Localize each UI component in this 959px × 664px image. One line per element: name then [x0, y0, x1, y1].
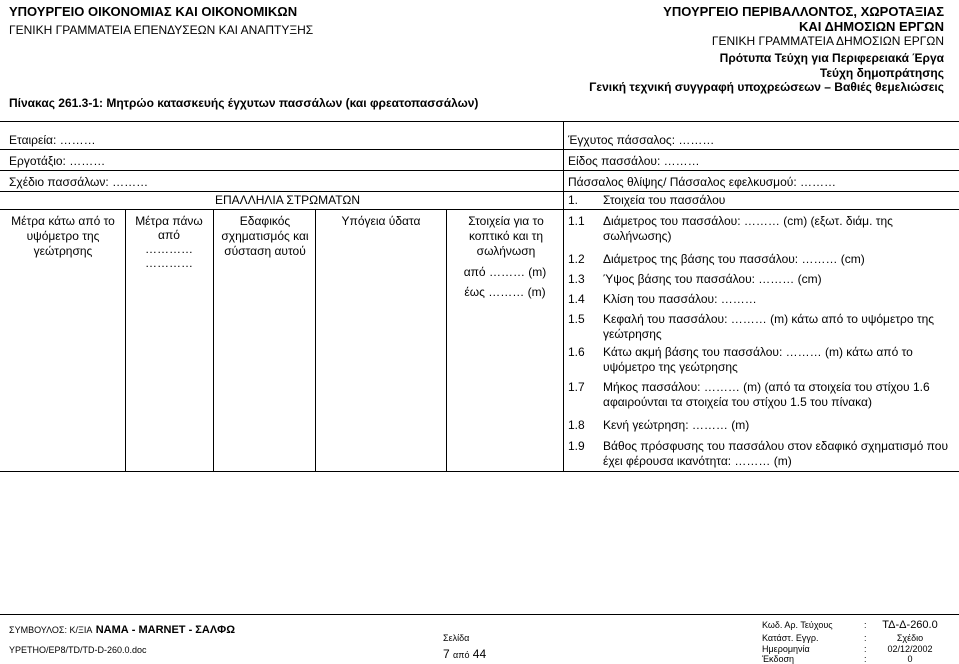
- col-depth-above-title: Μέτρα πάνω από: [135, 214, 203, 242]
- pile-data-header: Στοιχεία του πασσάλου: [603, 193, 726, 207]
- rule-info-1: [0, 149, 959, 150]
- footer-doc-file: ΥΡΕΤΗΟ/ΕΡ8/ΤD/TD-D-260.0.doc: [9, 645, 147, 655]
- right-ministry-line2: ΚΑΙ ΔΗΜΟΣΙΩΝ ΕΡΓΩΝ: [799, 19, 944, 34]
- item-text-1: Διάμετρος του πασσάλου: ……… (cm) (εξωτ. διάμ. της σωλήνωσης): [603, 214, 893, 243]
- item-text-8: Κενή γεώτρηση: ……… (m): [603, 418, 750, 432]
- col-cutting-casing: Στοιχεία για το κοπτικό και τη σωλήνωση: [468, 214, 544, 258]
- footer-rule: [0, 614, 959, 615]
- col-depth-above-dots2: …………: [145, 256, 193, 270]
- footer-page-of: από: [453, 650, 470, 660]
- footer-edition-value: 0: [907, 654, 913, 664]
- footer-date-value: 02/12/2002: [887, 644, 933, 654]
- footer-code-colon: :: [864, 620, 867, 630]
- footer-consultant-name: ΝΑΜΑ - MARNET - ΣΑΛΦΩ: [95, 624, 236, 636]
- footer-date-colon: :: [864, 644, 867, 654]
- col-line-1: [125, 209, 126, 471]
- strata-header: ΕΠΑΛΛΗΛΙΑ ΣΤΡΩΜΑΤΩΝ: [215, 193, 360, 207]
- right-general-secretariat: ΓΕΝΙΚΗ ΓΡΑΜΜΑΤΕΙΑ ΔΗΜΟΣΙΩΝ ΕΡΓΩΝ: [711, 34, 944, 48]
- footer-code-label: Κωδ. Αρ. Τεύχους: [762, 620, 833, 630]
- col-cutting-to: έως ……… (m): [464, 285, 546, 299]
- info-company: Εταιρεία: ………: [9, 133, 96, 147]
- footer-status-label: Κατάστ. Εγγρ.: [762, 633, 819, 643]
- item-text-6: Κάτω ακμή βάσης του πασσάλου: ……… (m) κάτω από το υψόμετρο της γεώτρησης: [603, 345, 913, 374]
- footer-status-colon: :: [864, 633, 867, 643]
- rule-info-2: [0, 170, 959, 171]
- item-num-6: 1.6: [568, 345, 585, 359]
- rule-info-3: [0, 191, 959, 192]
- info-divider: [563, 121, 564, 191]
- item-text-4: Κλίση του πασσάλου: ………: [603, 292, 757, 306]
- item-num-8: 1.8: [568, 418, 585, 432]
- col-soil-formation: Εδαφικός σχηματισμός και σύσταση αυτού: [221, 214, 309, 258]
- col-depth-below: Μέτρα κάτω από το υψόμετρο της γεώτρησης: [11, 214, 115, 258]
- item-num-1: 1.1: [568, 214, 585, 228]
- col-line-5: [563, 191, 564, 471]
- footer-status-value: Σχέδιο: [896, 633, 924, 643]
- rule-header: [0, 209, 959, 210]
- footer-page-label: Σελίδα: [443, 633, 470, 643]
- item-num-9: 1.9: [568, 439, 585, 453]
- rule-top: [0, 121, 959, 122]
- footer-page-total: 44: [472, 647, 487, 661]
- info-pile-plan: Σχέδιο πασσάλων: ………: [9, 175, 149, 189]
- footer-page-num: 7: [443, 647, 450, 661]
- item-num-3: 1.3: [568, 272, 585, 286]
- rule-bottom: [0, 471, 959, 472]
- subtitle-line3: Γενική τεχνική συγγραφή υποχρεώσεων – Βαθιές θεμελιώσεις: [589, 80, 944, 94]
- item-num-7: 1.7: [568, 380, 585, 394]
- footer-edition-colon: :: [864, 654, 867, 664]
- footer-consultant-label: ΣΥΜΒΟΥΛΟΣ: Κ/ΞΙΑ: [9, 625, 93, 635]
- item-text-5: Κεφαλή του πασσάλου: ……… (m) κάτω από το υψόμετρο της γεώτρησης: [603, 312, 935, 341]
- col-depth-above: [128, 214, 210, 270]
- item-text-2: Διάμετρος της βάσης του πασσάλου: ……… (cm): [603, 252, 865, 266]
- info-pile-type: Είδος πασσάλου: ………: [568, 154, 700, 168]
- item-text-9: Βάθος πρόσφυσης του πασσάλου στον εδαφικό σχηματισμό που έχει φέρουσα ικανότητα: ……… (m): [603, 439, 949, 468]
- item-num-4: 1.4: [568, 292, 585, 306]
- left-general-secretariat: ΓΕΝΙΚΗ ΓΡΑΜΜΑΤΕΙΑ ΕΠΕΝΔΥΣΕΩΝ ΚΑΙ ΑΝΑΠΤΥΞΗΣ: [9, 23, 314, 37]
- footer-code-value: ΤΔ-Δ-260.0: [882, 619, 938, 631]
- col-line-3: [315, 209, 316, 471]
- col-depth-above-dots1: …………: [145, 242, 193, 256]
- footer-edition-label: Έκδοση: [762, 654, 795, 664]
- left-ministry: ΥΠΟΥΡΓΕΙΟ ΟΙΚΟΝΟΜΙΑΣ ΚΑΙ ΟΙΚΟΝΟΜΙΚΩΝ: [9, 4, 298, 19]
- footer-page: [443, 647, 486, 661]
- subtitle-line1: Πρότυπα Τεύχη για Περιφερειακά Έργα: [719, 51, 944, 65]
- footer-date-label: Ημερομηνία: [762, 644, 810, 654]
- col-cutting-from: από ……… (m): [463, 265, 547, 279]
- info-cast-pile: Έγχυτος πάσσαλος: ………: [568, 133, 715, 147]
- right-ministry-line1: ΥΠΟΥΡΓΕΙΟ ΠΕΡΙΒΑΛΛΟΝΤΟΣ, ΧΩΡΟΤΑΞΙΑΣ: [663, 4, 944, 19]
- footer-consultant: [9, 622, 235, 636]
- col-line-4: [446, 209, 447, 471]
- pile-data-num: 1.: [568, 193, 579, 207]
- subtitle-line2: Τεύχη δημοπράτησης: [819, 66, 944, 80]
- item-num-5: 1.5: [568, 312, 585, 326]
- info-pressure-pile: Πάσσαλος θλίψης/ Πάσσαλος εφελκυσμού: ………: [568, 175, 836, 189]
- info-site: Εργοτάξιο: ………: [9, 154, 106, 168]
- item-text-3: Ύψος βάσης του πασσάλου: ……… (cm): [603, 272, 822, 286]
- item-num-2: 1.2: [568, 252, 585, 266]
- col-line-2: [213, 209, 214, 471]
- table-title: Πίνακας 261.3-1: Μητρώο κατασκευής έγχυτων πασσάλων (και φρεατοπασσάλων): [9, 96, 479, 110]
- item-text-7: Μήκος πασσάλου: ……… (m) (από τα στοιχεία του στίχου 1.6 αφαιρούνται τα στοιχεία του στίχου 1.5 του πίνακα): [603, 380, 930, 409]
- col-groundwater: Υπόγεια ύδατα: [341, 214, 421, 228]
